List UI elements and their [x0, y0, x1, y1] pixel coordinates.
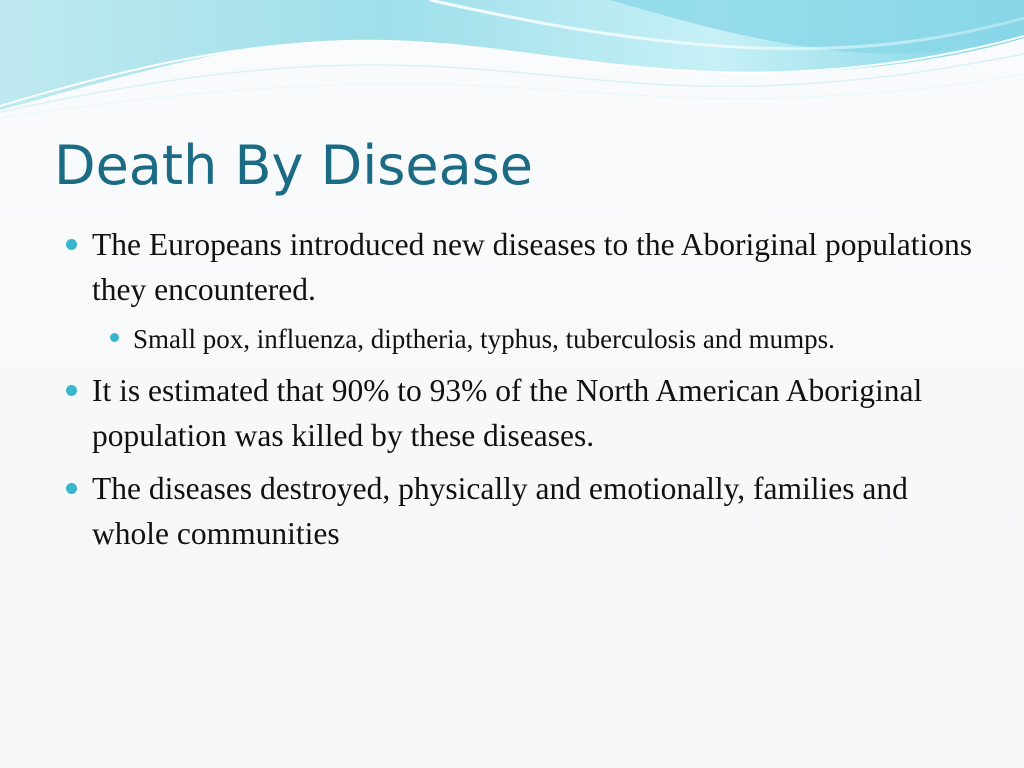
bullet-marker-icon: [66, 239, 77, 250]
bullet-item-2: [0, 368, 1024, 458]
bullet-text-1: The Europeans introduced new diseases to the Aboriginal populations they encountered.: [92, 227, 973, 307]
decorative-wave-header: [0, 0, 1024, 130]
sub-bullet-item-1: [0, 319, 1024, 360]
bullet-marker-icon: [66, 483, 77, 494]
slide-title: Death By Disease: [54, 134, 534, 197]
sub-bullet-text-1: Small pox, influenza, diptheria, typhus, tuberculosis and mumps.: [133, 324, 835, 354]
sub-bullet-marker-icon: [110, 333, 119, 342]
bullet-text-2: It is estimated that 90% to 93% of the North American Aboriginal population was killed by these diseases.: [92, 373, 923, 453]
bullet-item-1: [0, 222, 1024, 312]
bullet-text-3: The diseases destroyed, physically and emotionally, families and whole communities: [92, 471, 908, 551]
bullet-marker-icon: [66, 385, 77, 396]
wave-highlight-4: [0, 74, 1024, 118]
bullet-item-3: [0, 466, 1024, 556]
bullet-list: [0, 222, 1024, 564]
